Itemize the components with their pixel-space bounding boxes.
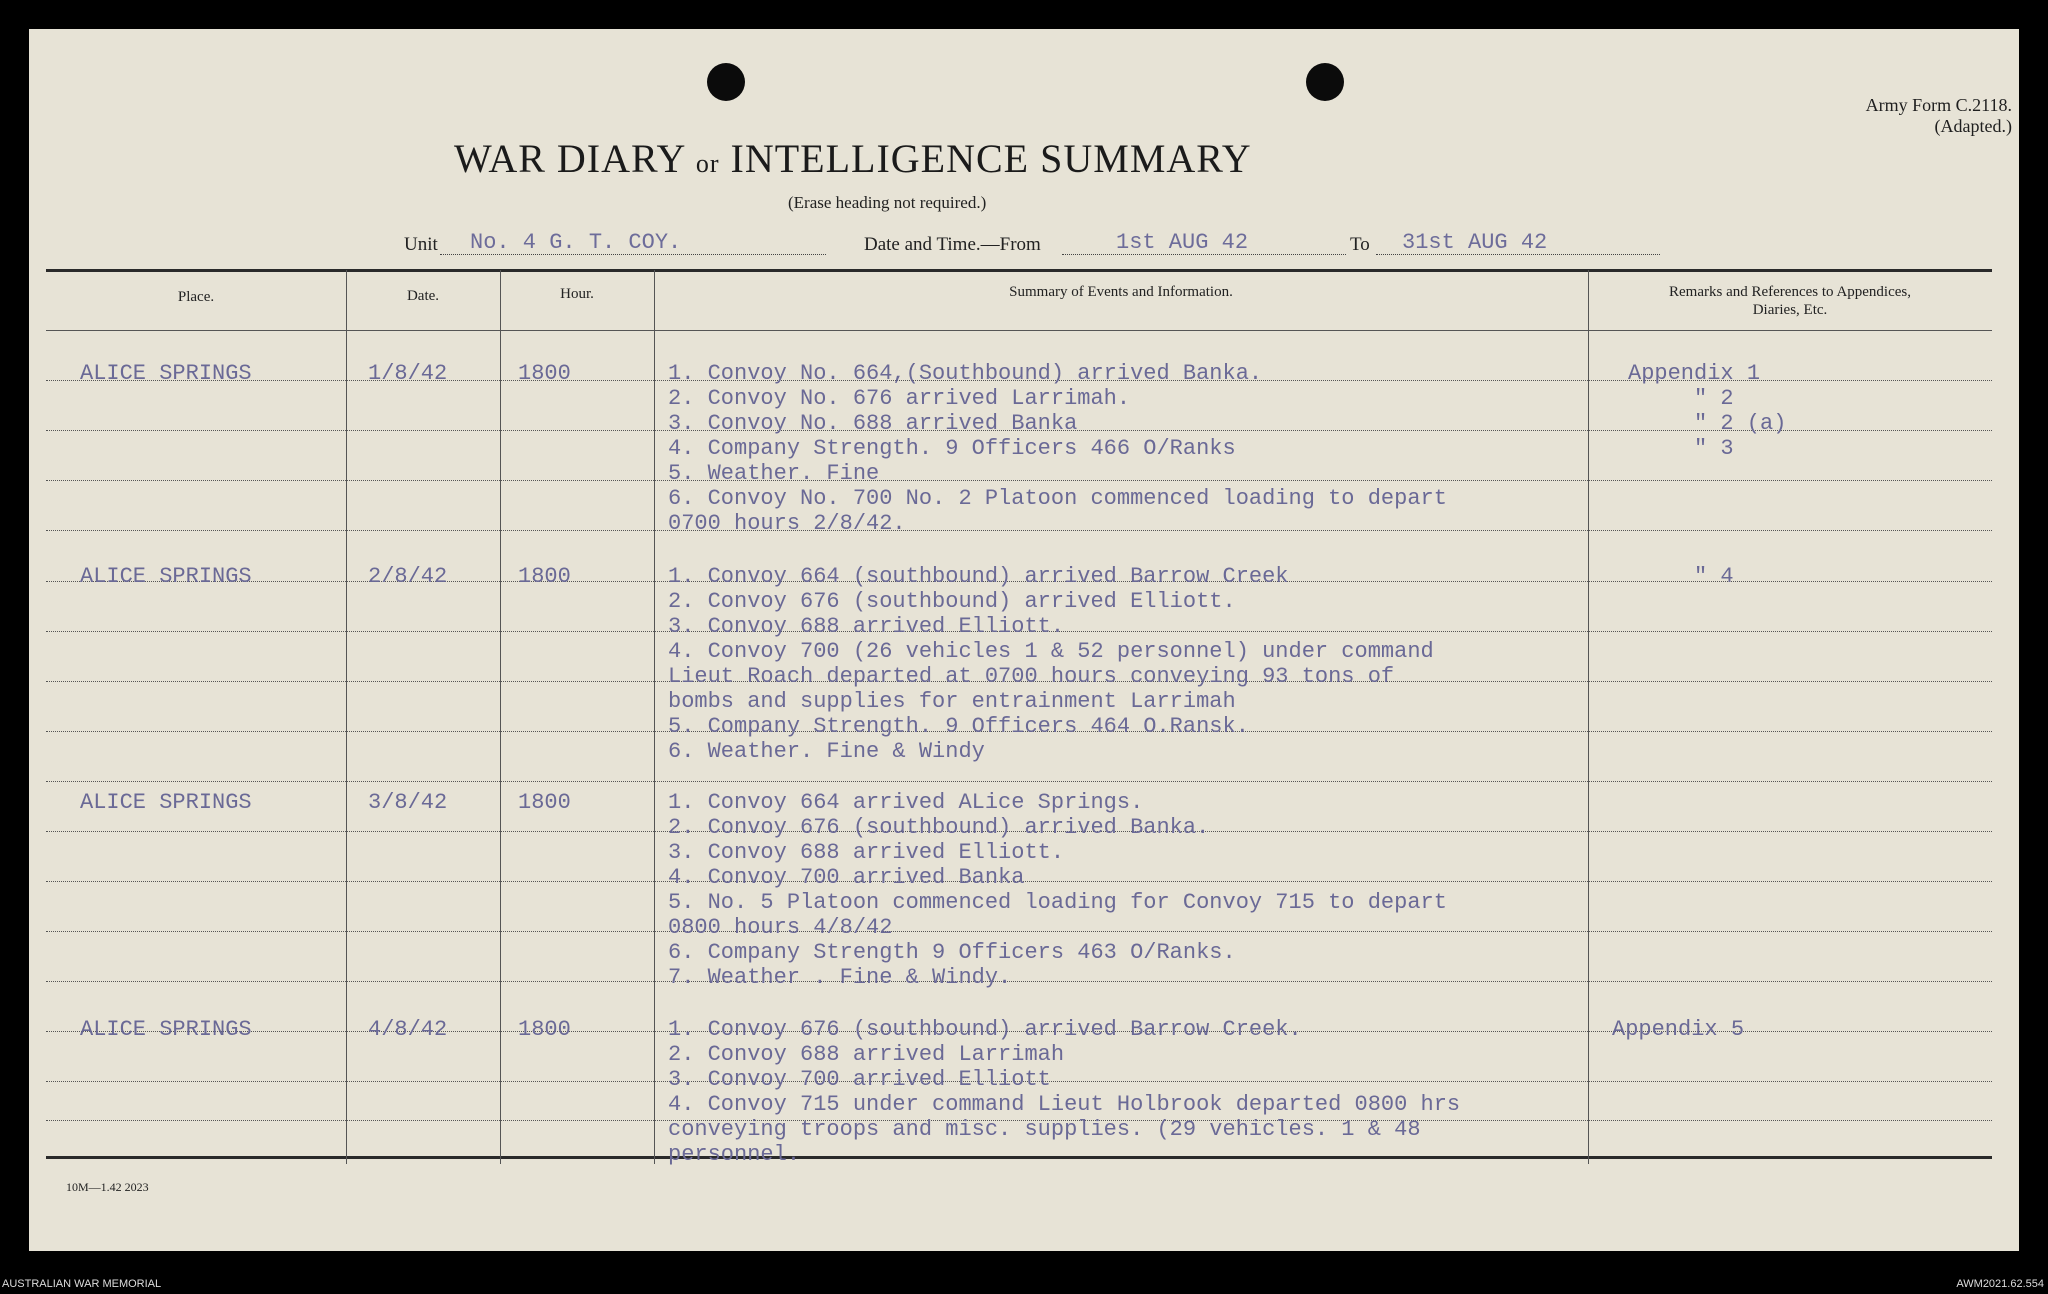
punch-hole-right [1306, 63, 1344, 101]
summary-line: 7. Weather . Fine & Windy. [668, 965, 1012, 990]
remark-line: " 4 [1694, 564, 1734, 589]
summary-line: 1. Convoy 676 (southbound) arrived Barrow Creek. [668, 1017, 1302, 1042]
summary-line: bombs and supplies for entrainment Larrimah [668, 689, 1236, 714]
entry-hour: 1800 [518, 790, 571, 815]
summary-line: 3. Convoy 688 arrived Elliott. [668, 614, 1065, 639]
summary-line: 1. Convoy No. 664,(Southbound) arrived Banka. [668, 361, 1263, 386]
summary-line: 1. Convoy 664 (southbound) arrived Barrow Creek [668, 564, 1289, 589]
unit-label: Unit [404, 234, 438, 255]
date-from-label: Date and Time.—From [864, 234, 1041, 255]
column-header-hour: Hour. [560, 286, 594, 302]
ruled-line [46, 781, 1992, 782]
remark-line: " 2 (a) [1694, 411, 1787, 436]
punch-hole-left [707, 63, 745, 101]
entry-hour: 1800 [518, 1017, 571, 1042]
entry-date: 1/8/42 [368, 361, 448, 386]
summary-line: 3. Convoy No. 688 arrived Banka [668, 411, 1078, 436]
column-header-remarks [1588, 283, 1992, 319]
form-reference [1866, 95, 2012, 137]
summary-line: 3. Convoy 688 arrived Elliott. [668, 840, 1065, 865]
entry-place: ALICE SPRINGS [80, 1017, 252, 1042]
column-header-summary: Summary of Events and Information. [1009, 284, 1233, 300]
print-code: 10M—1.42 2023 [66, 1180, 149, 1194]
summary-line: 0800 hours 4/8/42 [668, 915, 893, 940]
adapted-note: (Adapted.) [1934, 116, 2012, 136]
summary-line: Lieut Roach departed at 0700 hours conveying 93 tons of [668, 664, 1395, 689]
column-header-place: Place. [177, 289, 215, 305]
entry-date: 2/8/42 [368, 564, 448, 589]
entry-hour: 1800 [518, 361, 571, 386]
entry-summary [668, 1017, 1460, 1167]
summary-line: 0700 hours 2/8/42. [668, 511, 906, 536]
table-top-rule [46, 269, 1992, 272]
date-to-label: To [1350, 234, 1370, 255]
summary-line: 5. Weather. Fine [668, 461, 880, 486]
page-subtitle: (Erase heading not required.) [788, 193, 987, 212]
entry-remarks [1694, 564, 1734, 589]
remark-line: Appendix 1 [1628, 361, 1761, 386]
summary-line: 2. Convoy 676 (southbound) arrived Banka. [668, 815, 1210, 840]
summary-line: 4. Company Strength. 9 Officers 466 O/Ranks [668, 436, 1236, 461]
summary-line: 1. Convoy 664 arrived ALice Springs. [668, 790, 1144, 815]
remark-line: " 3 [1694, 436, 1734, 461]
summary-line: 2. Convoy 676 (southbound) arrived Elliott. [668, 589, 1236, 614]
summary-line: 4. Convoy 700 arrived Banka [668, 865, 1025, 890]
entry-summary [668, 564, 1434, 764]
entry-hour: 1800 [518, 564, 571, 589]
summary-line: 4. Convoy 700 (26 vehicles 1 & 52 personnel) under command [668, 639, 1434, 664]
header-rule [46, 330, 1992, 331]
date-from-value: 1st AUG 42 [1116, 230, 1249, 255]
remarks-header-line-1: Remarks and References to Appendices, [1669, 284, 1911, 300]
caption-right: AWM2021.62.554 [1956, 1278, 2044, 1290]
entry-place: ALICE SPRINGS [80, 564, 252, 589]
remarks-header-line-2: Diaries, Etc. [1752, 302, 1828, 318]
summary-line: 4. Convoy 715 under command Lieut Holbrook departed 0800 hrs [668, 1092, 1461, 1117]
summary-line: conveying troops and misc. supplies. (29 vehicles. 1 & 48 [668, 1117, 1421, 1142]
entry-remarks [1612, 1017, 1744, 1042]
summary-line: 5. No. 5 Platoon commenced loading for Convoy 715 to depart [668, 890, 1447, 915]
entry-summary [668, 790, 1447, 990]
summary-line: 5. Company Strength. 9 Officers 464 O.Ransk. [668, 714, 1249, 739]
title-intelligence-summary: INTELLIGENCE SUMMARY [730, 136, 1252, 181]
column-header-date: Date. [406, 288, 440, 304]
unit-value: No. 4 G. T. COY. [470, 230, 682, 255]
entry-place: ALICE SPRINGS [80, 361, 252, 386]
divider-summary-remarks [1588, 270, 1589, 1164]
summary-line: 3. Convoy 700 arrived Elliott [668, 1067, 1051, 1092]
army-form-number: Army Form C.2118. [1865, 95, 2012, 115]
summary-line: 6. Weather. Fine & Windy [668, 739, 985, 764]
entry-place: ALICE SPRINGS [80, 790, 252, 815]
summary-line: 6. Convoy No. 700 No. 2 Platoon commenced loading to depart [668, 486, 1447, 511]
title-or: or [695, 149, 720, 178]
remark-line: Appendix 5 [1612, 1017, 1745, 1042]
date-to-value: 31st AUG 42 [1402, 230, 1548, 255]
entry-date: 3/8/42 [368, 790, 448, 815]
summary-line: personnel. [668, 1142, 801, 1167]
entry-summary [668, 361, 1447, 536]
page-title [454, 135, 1252, 182]
title-war-diary: WAR DIARY [454, 136, 685, 181]
divider-date-hour [500, 270, 501, 1164]
summary-line: 2. Convoy No. 676 arrived Larrimah. [668, 386, 1131, 411]
entry-date: 4/8/42 [368, 1017, 448, 1042]
divider-place-date [346, 270, 347, 1164]
caption-left: AUSTRALIAN WAR MEMORIAL [2, 1278, 162, 1290]
summary-line: 2. Convoy 688 arrived Larrimah [668, 1042, 1065, 1067]
divider-hour-summary [654, 270, 655, 1164]
remark-line: " 2 [1694, 386, 1734, 411]
entry-remarks [1628, 361, 1786, 461]
summary-line: 6. Company Strength 9 Officers 463 O/Ranks. [668, 940, 1236, 965]
